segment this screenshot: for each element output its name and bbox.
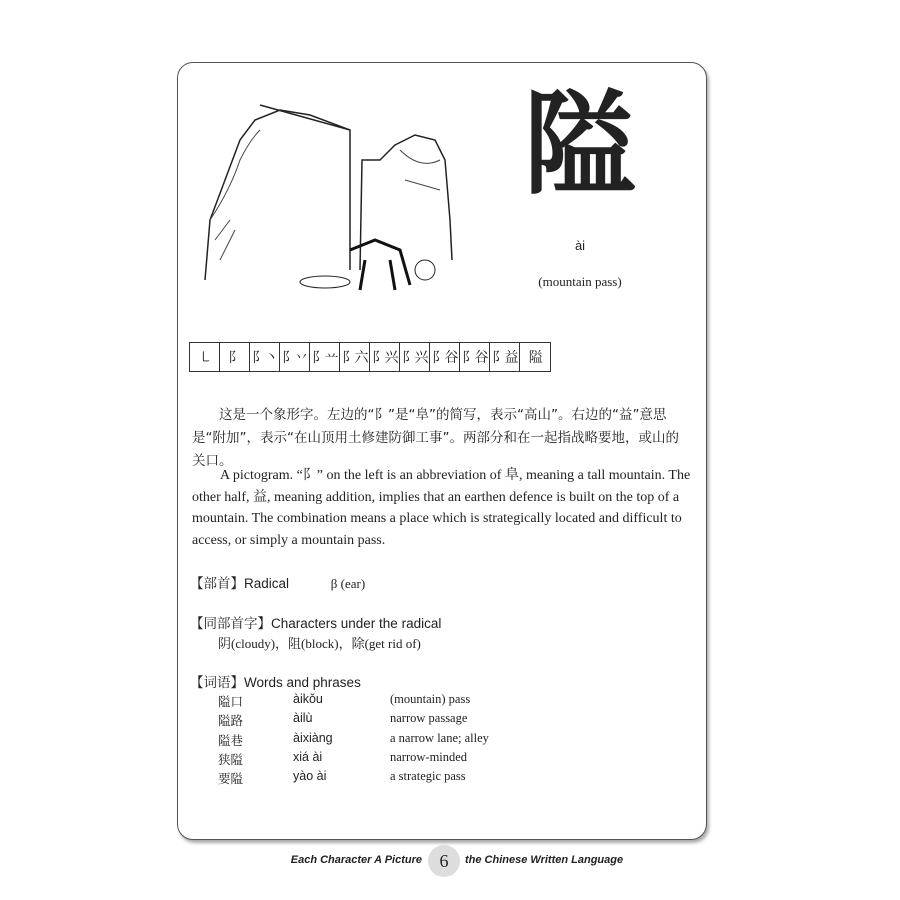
stroke-step: 阝丷 bbox=[280, 343, 310, 371]
stroke-step: 阝䒑 bbox=[310, 343, 340, 371]
english-explanation: A pictogram. “阝” on the left is an abbreviation of 阜, meaning a tall mountain. The other half, 益, meaning addition, implies that an earthen defence is built on the top of a mountain. The combination means a place which is strategically located and difficult to access, or simply a mountain pass. bbox=[192, 468, 691, 548]
character-pinyin: ài bbox=[574, 238, 586, 253]
word-meaning: a narrow lane; alley bbox=[390, 731, 489, 745]
mountain-pass-illustration bbox=[200, 100, 470, 300]
page-number: 6 bbox=[428, 845, 460, 877]
stroke-step: 阝谷 bbox=[460, 343, 490, 371]
stroke-step: ㇄ bbox=[190, 343, 220, 371]
word-char: 隘口 bbox=[218, 694, 244, 709]
words-section bbox=[190, 671, 361, 691]
word-row bbox=[218, 731, 489, 749]
stroke-step: 隘 bbox=[528, 350, 542, 366]
word-meaning: (mountain) pass bbox=[390, 692, 471, 706]
chinese-explanation: 这是一个象形字。左边的“阝”是“阜”的简写，表示“高山”。右边的“益”意思是“附加”，表示“在山顶用土修建防御工事”。两部分和在一起指战略要地，或山的关口。 bbox=[192, 407, 679, 469]
stroke-step: 阝丶 bbox=[250, 343, 280, 371]
word-meaning: a strategic pass bbox=[390, 769, 466, 783]
stroke-step: 阝 bbox=[220, 343, 250, 371]
footer-left-title: Each Character A Picture bbox=[290, 854, 422, 866]
stroke-step: 阝兴 bbox=[400, 343, 430, 371]
word-char: 隘巷 bbox=[218, 733, 244, 748]
footer-right-title: the Chinese Written Language bbox=[465, 854, 624, 866]
words-label-en: Words and phrases bbox=[244, 675, 361, 690]
same-radical-label-en: Characters under the radical bbox=[271, 616, 442, 631]
same-radical-section bbox=[190, 612, 441, 632]
word-meaning: narrow passage bbox=[390, 711, 468, 725]
word-pinyin: àilù bbox=[293, 711, 313, 725]
word-row bbox=[218, 692, 470, 710]
stroke-step: 阝谷 bbox=[430, 343, 460, 371]
word-pinyin: yào ài bbox=[293, 769, 327, 783]
word-char: 要隘 bbox=[218, 771, 244, 786]
word-pinyin: àixiàng bbox=[293, 731, 333, 745]
character-meaning: (mountain pass) bbox=[538, 274, 622, 289]
same-radical-characters: 阴(cloudy)，阻(block)，除(get rid of) bbox=[218, 636, 421, 651]
word-row bbox=[218, 769, 466, 787]
words-label-zh: 【词语】 bbox=[190, 675, 244, 690]
word-row bbox=[218, 711, 467, 729]
main-character: 隘 bbox=[524, 79, 636, 210]
stroke-order-grid bbox=[189, 342, 551, 372]
page-footer bbox=[0, 845, 900, 885]
word-pinyin: xiá ài bbox=[293, 750, 323, 764]
word-row bbox=[218, 750, 467, 768]
radical-label-zh: 【部首】 bbox=[190, 576, 244, 591]
word-char: 隘路 bbox=[218, 713, 244, 728]
same-radical-label-zh: 【同部首字】 bbox=[190, 616, 271, 631]
stroke-step: 阝兴 bbox=[370, 343, 400, 371]
word-pinyin: àikǒu bbox=[293, 692, 323, 706]
radical-label-en: Radical bbox=[244, 576, 290, 591]
stroke-step: 阝益 bbox=[490, 343, 520, 371]
radical-section bbox=[190, 572, 365, 592]
stroke-step: 阝六 bbox=[340, 343, 370, 371]
radical-value: β (ear) bbox=[330, 576, 366, 591]
word-char: 狭隘 bbox=[218, 752, 244, 767]
word-meaning: narrow-minded bbox=[390, 750, 468, 764]
